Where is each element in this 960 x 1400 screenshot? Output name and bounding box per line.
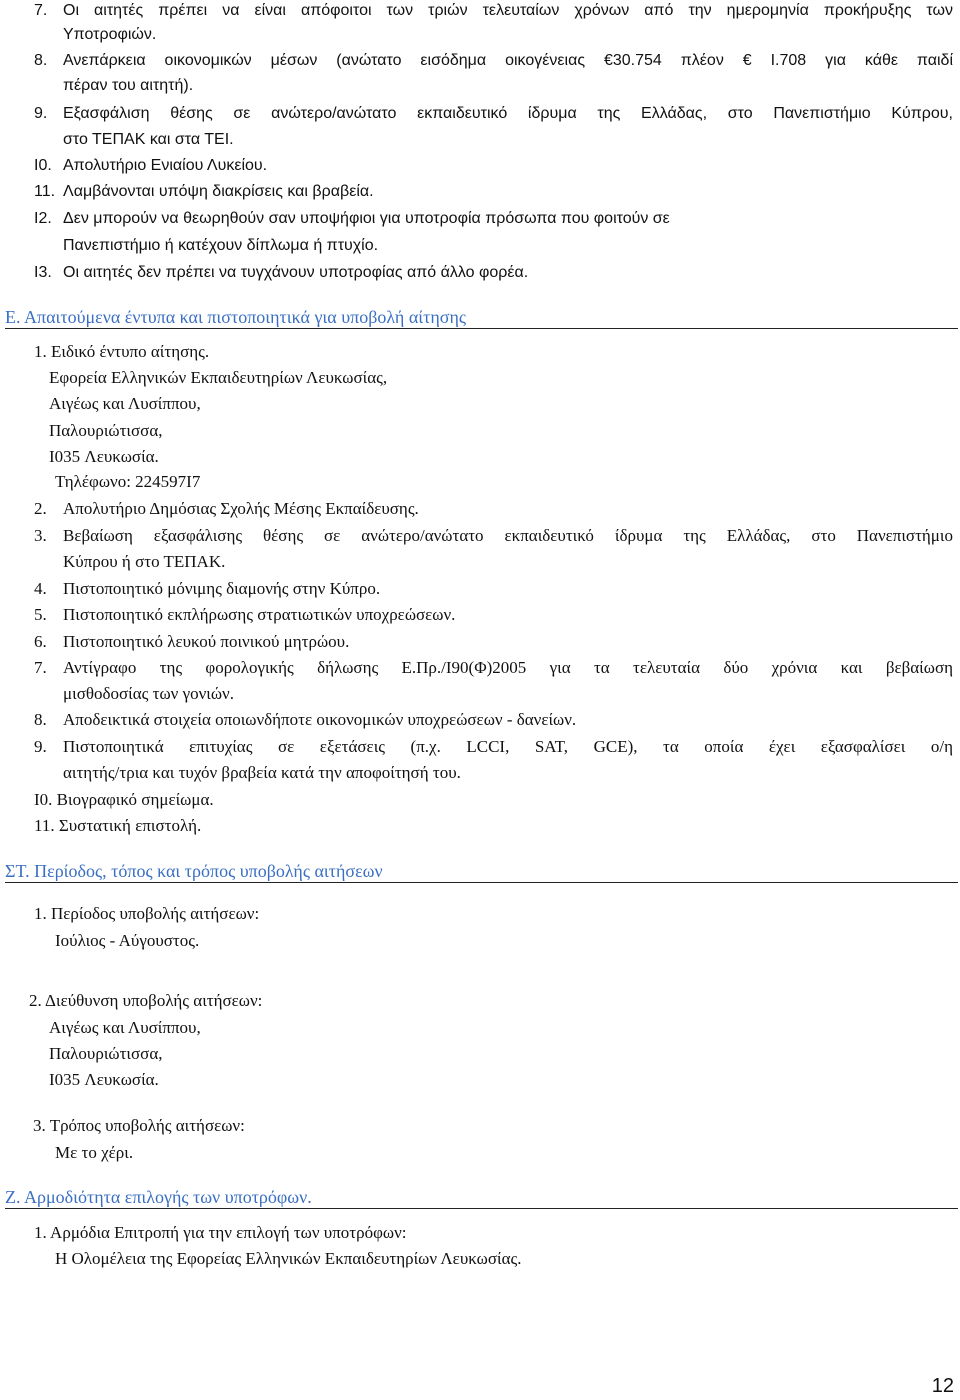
address-line: Παλουριώτισσα,	[49, 1044, 163, 1063]
list-item-text: 11. Συστατική επιστολή.	[34, 816, 202, 835]
list-item-text: Λαμβάνονται υπόψη διακρίσεις και βραβεία.	[63, 183, 374, 200]
list-item-number: 11.	[34, 183, 56, 200]
list-item-text: I0. Βιογραφικό σημείωμα.	[34, 790, 214, 809]
list-item-text: αιτητής/τρια και τυχόν βραβεία κατά την αποφοίτησή του.	[63, 763, 461, 782]
section-divider	[5, 1208, 958, 1209]
list-item-text: Βεβαίωση εξασφάλισης θέσης σε ανώτερο/ανώτατο εκπαιδευτικό ίδρυμα της Ελλάδας, στο Πανεπιστήμιο	[63, 526, 953, 545]
list-item-number: I2.	[34, 210, 52, 227]
list-item-number: 9.	[34, 737, 47, 756]
list-item-text: 3. Τρόπος υποβολής αιτήσεων:	[33, 1116, 245, 1135]
list-item-text: Οι αιτητές δεν πρέπει να τυγχάνουν υποτροφίας από άλλο φορέα.	[63, 264, 529, 281]
list-item-text: Πιστοποιητικό μόνιμης διαμονής στην Κύπρο.	[63, 579, 381, 598]
list-item-number: 2.	[34, 499, 47, 518]
list-item-value: Ιούλιος - Αύγουστος.	[55, 931, 200, 950]
section-st-heading: ΣΤ. Περίοδος, τόπος και τρόπος υποβολής αιτήσεων	[5, 861, 383, 881]
list-item-text: Απολυτήριο Δημόσιας Σχολής Μέσης Εκπαίδευσης.	[63, 499, 419, 518]
list-item-text: Υποτροφιών.	[63, 26, 157, 43]
list-item-number: 5.	[34, 605, 47, 624]
list-item-number: 4.	[34, 579, 47, 598]
list-item-text: Κύπρου ή στο ΤΕΠΑΚ.	[63, 552, 226, 571]
list-item-text: Αποδεικτικά στοιχεία οποιωνδήποτε οικονομικών υποχρεώσεων - δανείων.	[63, 710, 577, 729]
address-line: I035 Λευκωσία.	[49, 447, 159, 466]
list-item-text: μισθοδοσίας των γονιών.	[63, 684, 234, 703]
list-item-text: Πιστοποιητικά επιτυχίας σε εξετάσεις (π.χ. LCCI, SAT, GCE), τα οποία έχει εξασφαλίσει ο/η	[63, 737, 953, 756]
phone-line: Τηλέφωνο: 224597I7	[55, 472, 201, 491]
list-item-number: I0.	[34, 157, 52, 174]
list-item-text: Οι αιτητές πρέπει να είναι απόφοιτοι των τριών τελευταίων χρόνων από την ημερομηνία προκήρυξης των	[63, 2, 953, 19]
list-item-text: Απολυτήριο Ενιαίου Λυκείου.	[63, 157, 268, 174]
list-item-text: Πιστοποιητικό λευκού ποινικού μητρώου.	[63, 632, 350, 651]
section-z-heading: Ζ. Αρμοδιότητα επιλογής των υποτρόφων.	[5, 1187, 312, 1207]
list-item-text: Δεν μπορούν να θεωρηθούν σαν υποψήφιοι για υποτροφία πρόσωπα που φοιτούν σε	[63, 210, 670, 227]
list-item-text: Πιστοποιητικό εκπλήρωσης στρατιωτικών υποχρεώσεων.	[63, 605, 456, 624]
address-line: Εφορεία Ελληνικών Εκπαιδευτηρίων Λευκωσίας,	[49, 368, 388, 387]
list-item-text: πέραν του αιτητή).	[63, 77, 194, 94]
list-item-text: 1. Ειδικό έντυπο αίτησης.	[34, 342, 210, 361]
page-number: 12	[931, 1375, 954, 1397]
list-item-number: I3.	[34, 264, 52, 281]
list-item-text: 1. Αρμόδια Επιτροπή για την επιλογή των υποτρόφων:	[34, 1223, 407, 1242]
list-item-value: Με το χέρι.	[55, 1143, 134, 1162]
list-item-text: Ανεπάρκεια οικονομικών μέσων (ανώτατο εισόδημα οικογένειας €30.754 πλέον € I.708 για κάθε παιδί	[63, 52, 953, 69]
list-item-number: 7.	[34, 658, 47, 677]
list-item-text: Εξασφάλιση θέσης σε ανώτερο/ανώτατο εκπαιδευτικό ίδρυμα της Ελλάδας, στο Πανεπιστήμιο Κύπρου,	[63, 105, 953, 122]
list-item-value: Η Ολομέλεια της Εφορείας Ελληνικών Εκπαιδευτηρίων Λευκωσίας.	[55, 1249, 522, 1268]
list-item-number: 7.	[34, 2, 48, 19]
address-line: Αιγέως και Λυσίππου,	[49, 1018, 201, 1037]
list-item-number: 6.	[34, 632, 47, 651]
list-item-text: Πανεπιστήμιο ή κατέχουν δίπλωμα ή πτυχίο.	[63, 237, 379, 254]
address-line: Παλουριώτισσα,	[49, 421, 163, 440]
list-item-text: Αντίγραφο της φορολογικής δήλωσης Ε.Πρ./I90(Φ)2005 για τα τελευταία δύο χρόνια και βεβαίωση	[63, 658, 953, 677]
list-item-number: 8.	[34, 52, 48, 69]
list-item-number: 3.	[34, 526, 47, 545]
address-line: I035 Λευκωσία.	[49, 1070, 159, 1089]
section-divider	[5, 328, 958, 329]
list-item-text: στο ΤΕΠΑΚ και στα ΤΕΙ.	[63, 131, 234, 148]
list-item-number: 9.	[34, 105, 48, 122]
address-line: Αιγέως και Λυσίππου,	[49, 394, 201, 413]
section-e-heading: Ε. Απαιτούμενα έντυπα και πιστοποιητικά για υποβολή αίτησης	[5, 307, 466, 327]
list-item-text: 2. Διεύθυνση υποβολής αιτήσεων:	[29, 991, 263, 1010]
list-item-number: 8.	[34, 710, 47, 729]
section-divider	[5, 882, 958, 883]
list-item-text: 1. Περίοδος υποβολής αιτήσεων:	[34, 904, 260, 923]
